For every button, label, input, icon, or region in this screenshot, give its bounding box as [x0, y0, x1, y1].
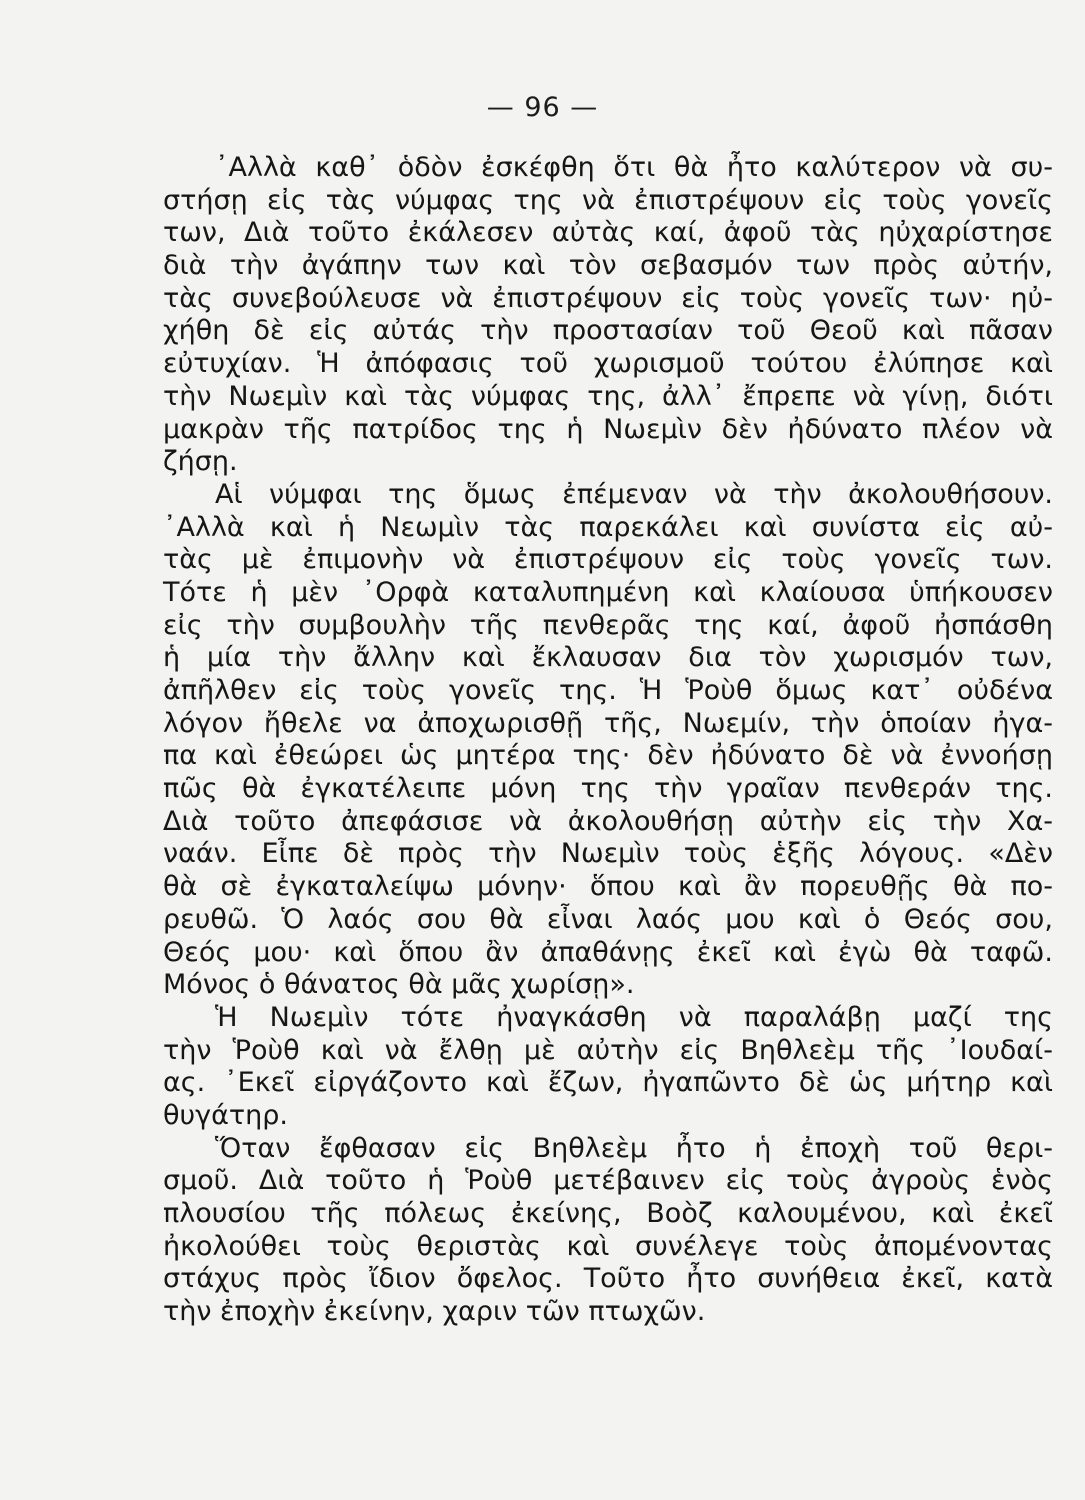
text-line: στήσῃ εἰς τὰς νύμφας της νὰ ἐπιστρέψουν εἰς τοὺς γονεῖς: [163, 184, 1053, 216]
text-line: πῶς θὰ ἐγκατέλειπε μόνη της τὴν γραῖαν πενθεράν της.: [163, 773, 1053, 805]
text-line: ναάν. Εἶπε δὲ πρὸς τὴν Νωεμὶν τοὺς ἑξῆς λόγους. «Δὲν: [163, 838, 1053, 870]
text-line: τὰς μὲ ἐπιμονὴν νὰ ἐπιστρέψουν εἰς τοὺς γονεῖς των.: [163, 544, 1053, 576]
text-line: ζήσῃ.: [163, 446, 238, 478]
text-line: Αἱ νύμφαι της ὅμως ἐπέμεναν νὰ τὴν ἀκολουθήσουν.: [215, 478, 1053, 510]
text-line: ἀπῆλθεν εἰς τοὺς γονεῖς της. Ἡ Ῥοὺθ ὅμως κατ᾿ οὐδένα: [163, 675, 1053, 706]
text-line: τὰς συνεβούλευσε νὰ ἐπιστρέψουν εἰς τοὺς γονεῖς των· ηὐ-: [163, 282, 1053, 314]
text-line: εὐτυχίαν. Ἡ ἀπόφασις τοῦ χωρισμοῦ τούτου ἐλύπησε καὶ: [163, 348, 1053, 380]
text-line: τὴν ἐποχὴν ἐκείνην, χαριν τῶν πτωχῶν.: [163, 1296, 706, 1328]
text-line: θυγάτηρ.: [163, 1099, 289, 1131]
text-line: Ὅταν ἔφθασαν εἰς Βηθλεὲμ ἦτο ἡ ἐποχὴ τοῦ θερι-: [215, 1132, 1053, 1164]
text-line: ᾿Αλλὰ καθ᾿ ὁδὸν ἐσκέφθη ὅτι θὰ ἦτο καλύτερον νὰ συ-: [215, 152, 1053, 183]
text-line: σμοῦ. Διὰ τοῦτο ἡ Ῥοὺθ μετέβαινεν εἰς τοὺς ἀγροὺς ἑνὸς: [163, 1165, 1053, 1197]
text-line: Ἡ Νωεμὶν τότε ἠναγκάσθη νὰ παραλάβῃ μαζί της: [215, 1001, 1053, 1033]
text-line: πλουσίου τῆς πόλεως ἐκείνης, Βοὸζ καλουμένου, καὶ ἐκεῖ: [163, 1198, 1053, 1229]
text-line: ρευθῶ. Ὁ λαός σου θὰ εἶναι λαός μου καὶ ὁ Θεός σου,: [163, 903, 1053, 935]
text-line: ἡ μία τὴν ἄλλην καὶ ἔκλαυσαν δια τὸν χωρισμόν των,: [163, 642, 1053, 674]
text-line: τὴν Νωεμὶν καὶ τὰς νύμφας της, ἀλλ᾿ ἔπρεπε νὰ γίνῃ, διότι: [163, 380, 1053, 412]
text-line: ἠκολούθει τοὺς θεριστὰς καὶ συνέλεγε τοὺς ἀπομένοντας: [163, 1230, 1053, 1262]
text-line: των, Διὰ τοῦτο ἐκάλεσεν αὐτὰς καί, ἀφοῦ τὰς ηὐχαρίστησε: [163, 217, 1053, 249]
text-line: χήθη δὲ εἰς αὐτάς τὴν προστασίαν τοῦ Θεοῦ καὶ πᾶσαν: [163, 315, 1053, 347]
body-text: [163, 152, 1053, 1329]
text-line: τὴν Ῥοὺθ καὶ νὰ ἔλθῃ μὲ αὐτὴν εἰς Βηθλεὲμ τῆς ᾿Ιουδαί-: [163, 1034, 1053, 1066]
text-line: Μόνος ὁ θάνατος θὰ μᾶς χωρίσῃ».: [163, 969, 635, 1001]
text-line: Τότε ἡ μὲν ᾿Ορφὰ καταλυπημένη καὶ κλαίουσα ὑπήκουσεν: [163, 576, 1053, 608]
page-number: — 96 —: [486, 92, 599, 123]
text-line: μακρὰν τῆς πατρίδος της ἡ Νωεμὶν δὲν ἠδύνατο πλέον νὰ: [163, 413, 1053, 445]
text-line: εἰς τὴν συμβουλὴν τῆς πενθερᾶς της καί, ἀφοῦ ἠσπάσθη: [163, 609, 1053, 641]
text-line: διὰ τὴν ἀγάπην των καὶ τὸν σεβασμόν των πρὸς αὐτήν,: [163, 250, 1053, 282]
text-line: ᾿Αλλὰ καὶ ἡ Νεωμὶν τὰς παρεκάλει καὶ συνίστα εἰς αὐ-: [163, 511, 1053, 543]
text-line: στάχυς πρὸς ἴδιον ὄφελος. Τοῦτο ἦτο συνήθεια ἐκεῖ, κατὰ: [163, 1263, 1053, 1295]
text-line: Διὰ τοῦτο ἀπεφάσισε νὰ ἀκολουθήσῃ αὐτὴν εἰς τὴν Χα-: [163, 805, 1053, 837]
text-line: λόγον ἤθελε να ἀποχωρισθῇ τῆς, Νωεμίν, τὴν ὁποίαν ἠγα-: [163, 707, 1053, 739]
text-line: ας. ᾿Εκεῖ εἰργάζοντο καὶ ἔζων, ἠγαπῶντο δὲ ὡς μήτηρ καὶ: [163, 1067, 1053, 1099]
text-line: πα καὶ ἐθεώρει ὡς μητέρα της· δὲν ἠδύνατο δὲ νὰ ἐννοήσῃ: [163, 740, 1053, 772]
text-line: Θεός μου· καὶ ὅπου ἂν ἀπαθάνῃς ἐκεῖ καὶ ἐγὼ θὰ ταφῶ.: [163, 936, 1053, 968]
text-line: θὰ σὲ ἐγκαταλείψω μόνην· ὅπου καὶ ἂν πορευθῇς θὰ πο-: [163, 871, 1053, 903]
